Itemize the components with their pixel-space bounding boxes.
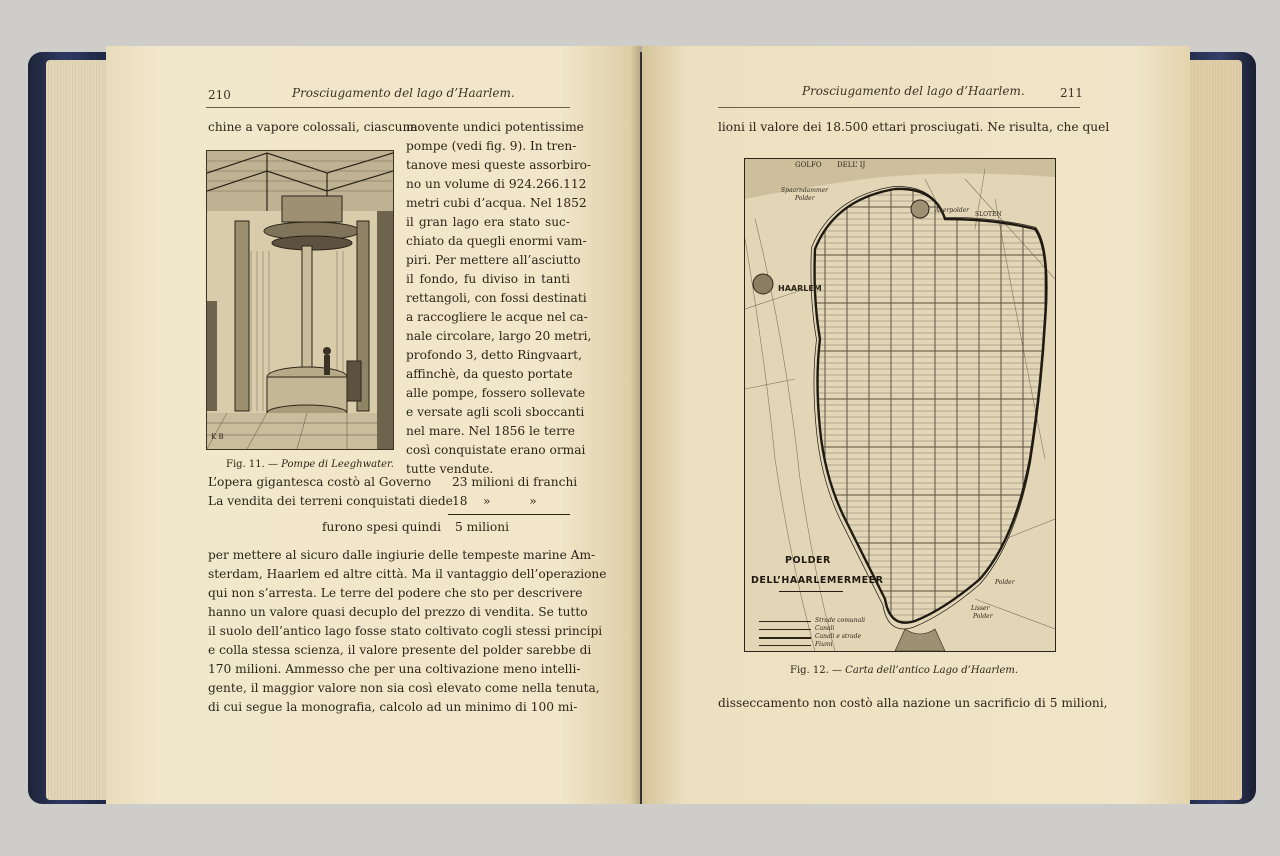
left-body-line: per mettere al sicuro dalle ingiurie delle tempeste marine Am- — [208, 548, 596, 562]
map-label-polder-1: Polder — [795, 195, 815, 202]
legend-label-4: Fiumi — [815, 641, 833, 648]
figure-signature: K B — [211, 433, 224, 441]
left-body-line: 170 milioni. Ammesso che per una coltivazione meno intelli- — [208, 662, 581, 676]
figure-11-caption — [226, 459, 394, 470]
left-column-line: affinchè, da questo portate — [406, 367, 573, 381]
map-label-golfo: GOLFO — [795, 161, 822, 169]
cost-row-label-2: La vendita dei terreni conquistati diede — [208, 494, 453, 508]
left-column-line: nale circolare, largo 20 metri, — [406, 329, 592, 343]
figure-12-number: Fig. 12. — — [790, 665, 842, 676]
left-intro-line: chine a vapore colossali, ciascuna — [208, 120, 418, 134]
right-running-head: Prosciugamento del lago d’Haarlem. — [802, 84, 1025, 98]
map-label-ij: DELL’ IJ — [837, 161, 866, 169]
left-column-line: così conquistate erano ormai — [406, 443, 586, 457]
total-label: furono spesi quindi — [322, 520, 441, 534]
legend-line-1 — [759, 621, 811, 622]
map-title-line1: POLDER — [785, 555, 831, 566]
cost-row-value-2: 18 » » — [452, 494, 537, 508]
left-body-line: e colla stessa scienza, il valore presente del polder sarebbe di — [208, 643, 592, 657]
left-column-line: profondo 3, detto Ringvaart, — [406, 348, 582, 362]
map-label-polder-2: Polder — [995, 579, 1015, 586]
left-column-line: alle pompe, fossero sollevate — [406, 386, 586, 400]
left-body-line: di cui segue la monografia, calcolo ad un minimo di 100 mi- — [208, 700, 578, 714]
left-column-line: e versate agli scoli sboccanti — [406, 405, 585, 419]
map-label-lisser: Lisser — [971, 605, 990, 612]
left-body-line: sterdam, Haarlem ed altre città. Ma il vantaggio dell’operazione — [208, 567, 607, 581]
figure-11-number: Fig. 11. — — [226, 459, 278, 470]
left-column-line: il gran lago era stato suc- — [406, 215, 570, 229]
left-column-line: piri. Per mettere all’asciutto — [406, 253, 581, 267]
figure-12-title: Carta dell’antico Lago d’Haarlem. — [845, 665, 1019, 676]
left-column-line: a raccogliere le acque nel ca- — [406, 310, 588, 324]
map-label-polder-3: Polder — [973, 613, 993, 620]
map-title-line2: DELL’HAARLEMERMEER — [751, 575, 884, 586]
left-page-number: 210 — [208, 88, 231, 102]
map-label-spaarndammer: Spaarndammer — [781, 187, 829, 194]
left-column-line: chiato da quegli enormi vam- — [406, 234, 587, 248]
left-column-line: il fondo, fu diviso in tanti — [406, 272, 570, 286]
sum-rule — [448, 514, 570, 515]
figure-11-title: Pompe di Leeghwater. — [281, 459, 394, 470]
cost-row-value-1: 23 milioni di franchi — [452, 475, 578, 489]
map-label-sloten: SLOTEN — [975, 211, 1002, 218]
legend-label-1: Strade comunali — [815, 617, 866, 624]
left-body-line: il suolo dell’antico lago fosse stato coltivato cogli stessi principi — [208, 624, 603, 638]
figure-12-caption — [790, 665, 1018, 676]
total-value: 5 milioni — [455, 520, 509, 534]
left-column-line: movente undici potentissime — [406, 120, 584, 134]
left-column-line: tutte vendute. — [406, 462, 494, 476]
map-city-haarlem: HAARLEM — [778, 284, 822, 293]
left-column-line: metri cubi d’acqua. Nel 1852 — [406, 196, 587, 210]
legend-label-3: Canali e strade — [815, 633, 862, 640]
haarlemmermeer-map — [744, 158, 1056, 652]
map-title-rule — [779, 591, 843, 592]
map-label-akerpolder: Akerpolder — [935, 207, 970, 214]
legend-line-2 — [759, 629, 811, 630]
legend-line-4 — [759, 645, 811, 646]
left-header-rule — [206, 107, 570, 108]
left-body-line: gente, il maggior valore non sia così elevato come nella tenuta, — [208, 681, 600, 695]
left-column-line: rettangoli, con fossi destinati — [406, 291, 587, 305]
left-body-line: qui non s’arresta. Le terre del podere che sto per descrivere — [208, 586, 583, 600]
right-top-line: lioni il valore dei 18.500 ettari prosciugati. Ne risulta, che quel — [718, 120, 1110, 134]
right-page-number: 211 — [1060, 86, 1083, 100]
right-header-rule — [718, 107, 1080, 108]
left-column-line: no un volume di 924.266.112 — [406, 177, 587, 191]
left-running-head: Prosciugamento del lago d’Haarlem. — [292, 86, 515, 100]
legend-label-2: Canali — [815, 625, 835, 632]
right-bottom-line: disseccamento non costò alla nazione un sacrificio di 5 milioni, — [718, 696, 1108, 710]
left-column-line: pompe (vedi fig. 9). In tren- — [406, 139, 577, 153]
cost-row-label-1: L’opera gigantesca costò al Governo — [208, 475, 432, 489]
left-column-line: tanove mesi queste assorbiro- — [406, 158, 592, 172]
figure-pumps-illustration — [206, 150, 394, 450]
left-body-line: hanno un valore quasi decuplo del prezzo di vendita. Se tutto — [208, 605, 588, 619]
legend-line-3 — [759, 637, 811, 639]
pump-engraving — [207, 151, 393, 449]
left-column-line: nel mare. Nel 1856 le terre — [406, 424, 575, 438]
